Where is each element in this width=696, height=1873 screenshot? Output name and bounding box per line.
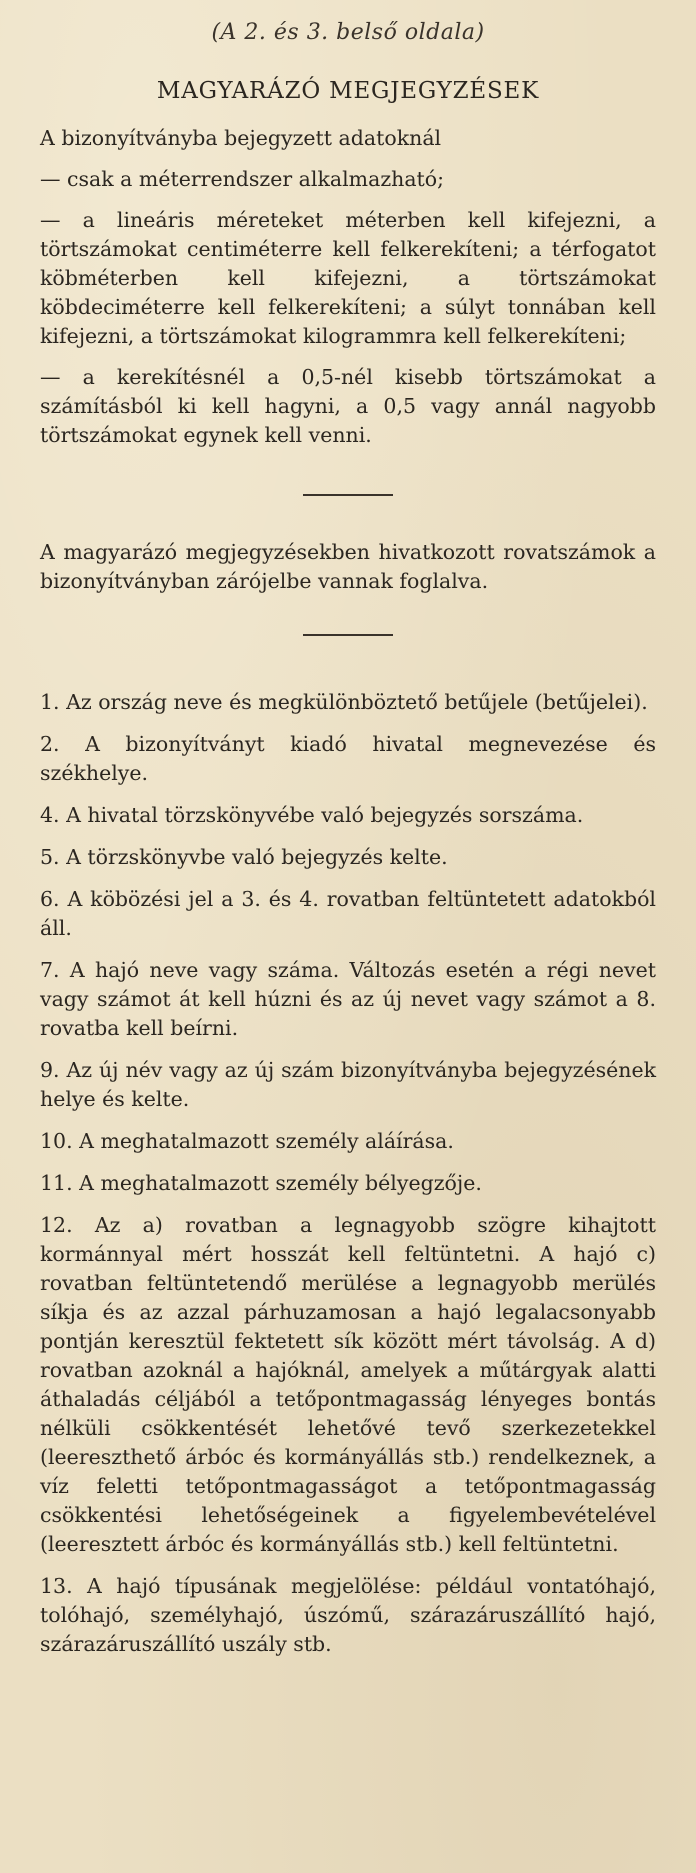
note-item: 6. A köbözési jel a 3. és 4. rovatban feltüntetett adatokból áll.: [40, 887, 656, 940]
note-item: 5. A törzskönyvbe való bejegyzés kelte.: [40, 845, 448, 869]
page-header: (A 2. és 3. belső oldala): [211, 20, 485, 45]
reference-note: A magyarázó megjegyzésekben hivatkozott rovatszámok a bizonyítványban zárójelbe vannak foglalva.: [40, 540, 656, 593]
note-item: 10. A meghatalmazott személy aláírása.: [40, 1129, 454, 1153]
note-item: 12. Az a) rovatban a legnagyobb szögre kihajtott kormánnyal mért hosszát kell feltüntetni. A hajó c) rovatban feltüntetendő merülése a legnagyobb merülés síkja és az azzal párhuzamosan a hajó legalacsonyabb pontján keresztül fektetett sík között mért távolság. A d) rovatban azoknál a hajóknál, amelyek a műtárgyak alatti áthaladás céljából a tetőpontmagasság lényeges bontás nélküli csökkentését lehetővé tevő szerkezetekkel (leereszthető árbóc és kormányállás stb.) rendelkeznek, a víz feletti tetőpontmagasságot a tetőpontmagasság csökkentési lehetőségeinek a figyelembevételével (leeresztett árbóc és kormányállás stb.) kell feltüntetni.: [40, 1213, 656, 1556]
rule-item-rounding: — a kerekítésnél a 0,5-nél kisebb törtszámokat a számításból ki kell hagyni, a 0,5 vagy annál nagyobb törtszámokat egynek kell venni.: [40, 365, 656, 447]
note-item: 13. A hajó típusának megjelölése: például vontatóhajó, tolóhajó, személyhajó, úszómű, szárazáruszállító hajó, szárazáruszállító uszály stb.: [40, 1574, 656, 1656]
note-item: 9. Az új név vagy az új szám bizonyítványba bejegyzésének helye és kelte.: [40, 1058, 656, 1111]
page-title: MAGYARÁZÓ MEGJEGYZÉSEK: [156, 78, 540, 104]
note-item: 4. A hivatal törzskönyvébe való bejegyzés sorszáma.: [40, 803, 584, 827]
note-item: 11. A meghatalmazott személy bélyegzője.: [40, 1171, 482, 1195]
section-divider: [303, 634, 393, 636]
document-content: [40, 18, 656, 1672]
rule-item-metric: — csak a méterrendszer alkalmazható;: [40, 167, 445, 191]
rule-item-units: — a lineáris méreteket méterben kell kifejezni, a törtszámokat centiméterre kell felkerekíteni; a térfogatot köbméterben kell kifejezni, a törtszámokat köbdeciméterre kell felkerekíteni; a súlyt tonnában kell kifejezni, a törtszámokat kilogrammra kell felkerekíteni;: [40, 208, 656, 348]
section-divider: [303, 494, 393, 496]
note-item: 1. Az ország neve és megkülönböztető betűjele (betűjelei).: [40, 690, 648, 714]
intro-paragraph: A bizonyítványba bejegyzett adatoknál: [40, 126, 442, 150]
note-item: 2. A bizonyítványt kiadó hivatal megnevezése és székhelye.: [40, 732, 656, 785]
note-item: 7. A hajó neve vagy száma. Változás esetén a régi nevet vagy számot át kell húzni és az új nevet vagy számot a 8. rovatba kell beírni.: [40, 958, 656, 1040]
